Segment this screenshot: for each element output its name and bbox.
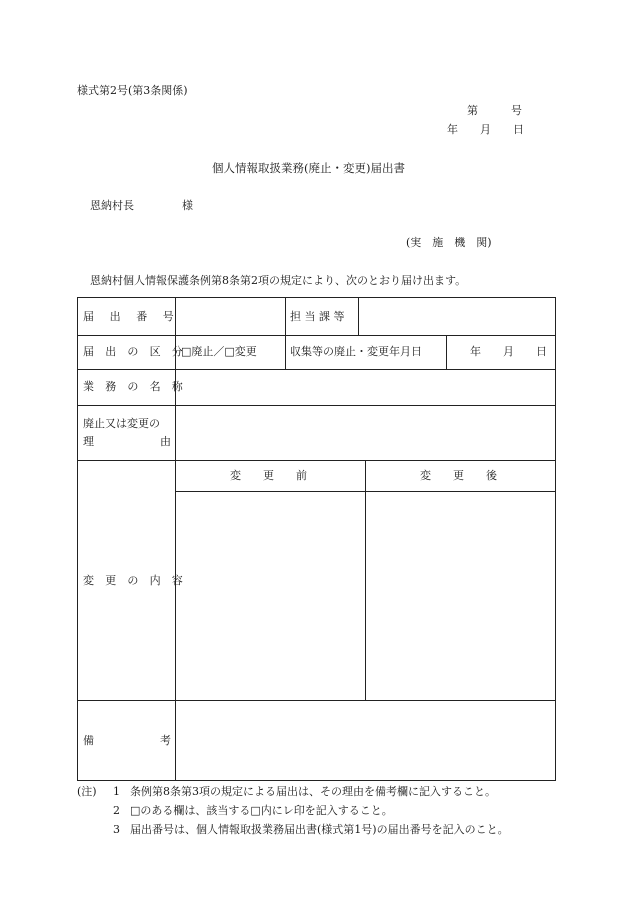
remarks-label-left: 備 (83, 734, 94, 747)
change-date-label: 収集等の廃止・変更年月日 (290, 345, 422, 358)
column-divider (365, 460, 366, 700)
notification-category-label: 届 出 の 区 分 (83, 345, 187, 358)
row-divider (78, 335, 555, 336)
document-number-label: 第 号 (467, 104, 522, 117)
addressee-name: 恩納村長 (90, 199, 134, 212)
after-change-header: 変 更 後 (420, 469, 497, 482)
document-title: 個人情報取扱業務(廃止・変更)届出書 (212, 161, 405, 175)
reason-label-line2-right: 由 (160, 435, 171, 448)
addressee-honorific: 様 (182, 199, 193, 212)
column-divider (446, 335, 447, 369)
intro-text: 恩納村個人情報保護条例第8条第2項の規定により、次のとおり届け出ます。 (90, 274, 467, 287)
note-text: 届出番号は、個人情報取扱業務届出書(様式第1号)の届出番号を記入のこと。 (130, 823, 509, 836)
reason-label-line1: 廃止又は変更の (83, 417, 160, 430)
form-number-label: 様式第2号(第3条関係) (77, 84, 188, 97)
note-text: □のある欄は、該当する□内にレ印を記入すること。 (130, 804, 393, 817)
reason-label-line2-left: 理 (83, 435, 94, 448)
remarks-label-right: 考 (160, 734, 171, 747)
row-divider (78, 460, 555, 461)
note-number: 3 (113, 823, 120, 836)
column-divider (285, 298, 286, 369)
note-number: 2 (113, 804, 120, 817)
date-label: 年 月 日 (447, 123, 524, 136)
notification-number-field[interactable] (180, 306, 280, 328)
change-content-label: 変 更 の 内 容 (83, 574, 187, 587)
row-divider (78, 369, 555, 370)
category-options[interactable]: □廃止／□変更 (181, 345, 257, 358)
after-change-field[interactable] (370, 496, 550, 695)
row-divider (78, 405, 555, 406)
department-field[interactable] (363, 306, 551, 328)
notification-form-table (77, 297, 556, 781)
notification-number-label: 届 出 番 号 (83, 310, 180, 323)
remarks-field[interactable] (180, 705, 550, 775)
implementing-agency-label: (実 施 機 関) (406, 236, 492, 249)
before-change-field[interactable] (180, 496, 360, 695)
department-label: 担 当 課 等 (290, 310, 345, 323)
column-divider (175, 298, 176, 780)
before-change-header: 変 更 前 (230, 469, 307, 482)
business-name-field[interactable] (180, 376, 550, 400)
row-divider (78, 700, 555, 701)
note-number: 1 (113, 785, 120, 798)
change-date-value[interactable]: 年 月 日 (470, 345, 547, 358)
note-text: 条例第8条第3項の規定による届出は、その理由を備考欄に記入すること。 (130, 785, 496, 798)
column-divider (358, 298, 359, 335)
notes-label: (注) (77, 785, 97, 798)
business-name-label: 業 務 の 名 称 (83, 380, 187, 393)
reason-field[interactable] (180, 410, 550, 455)
